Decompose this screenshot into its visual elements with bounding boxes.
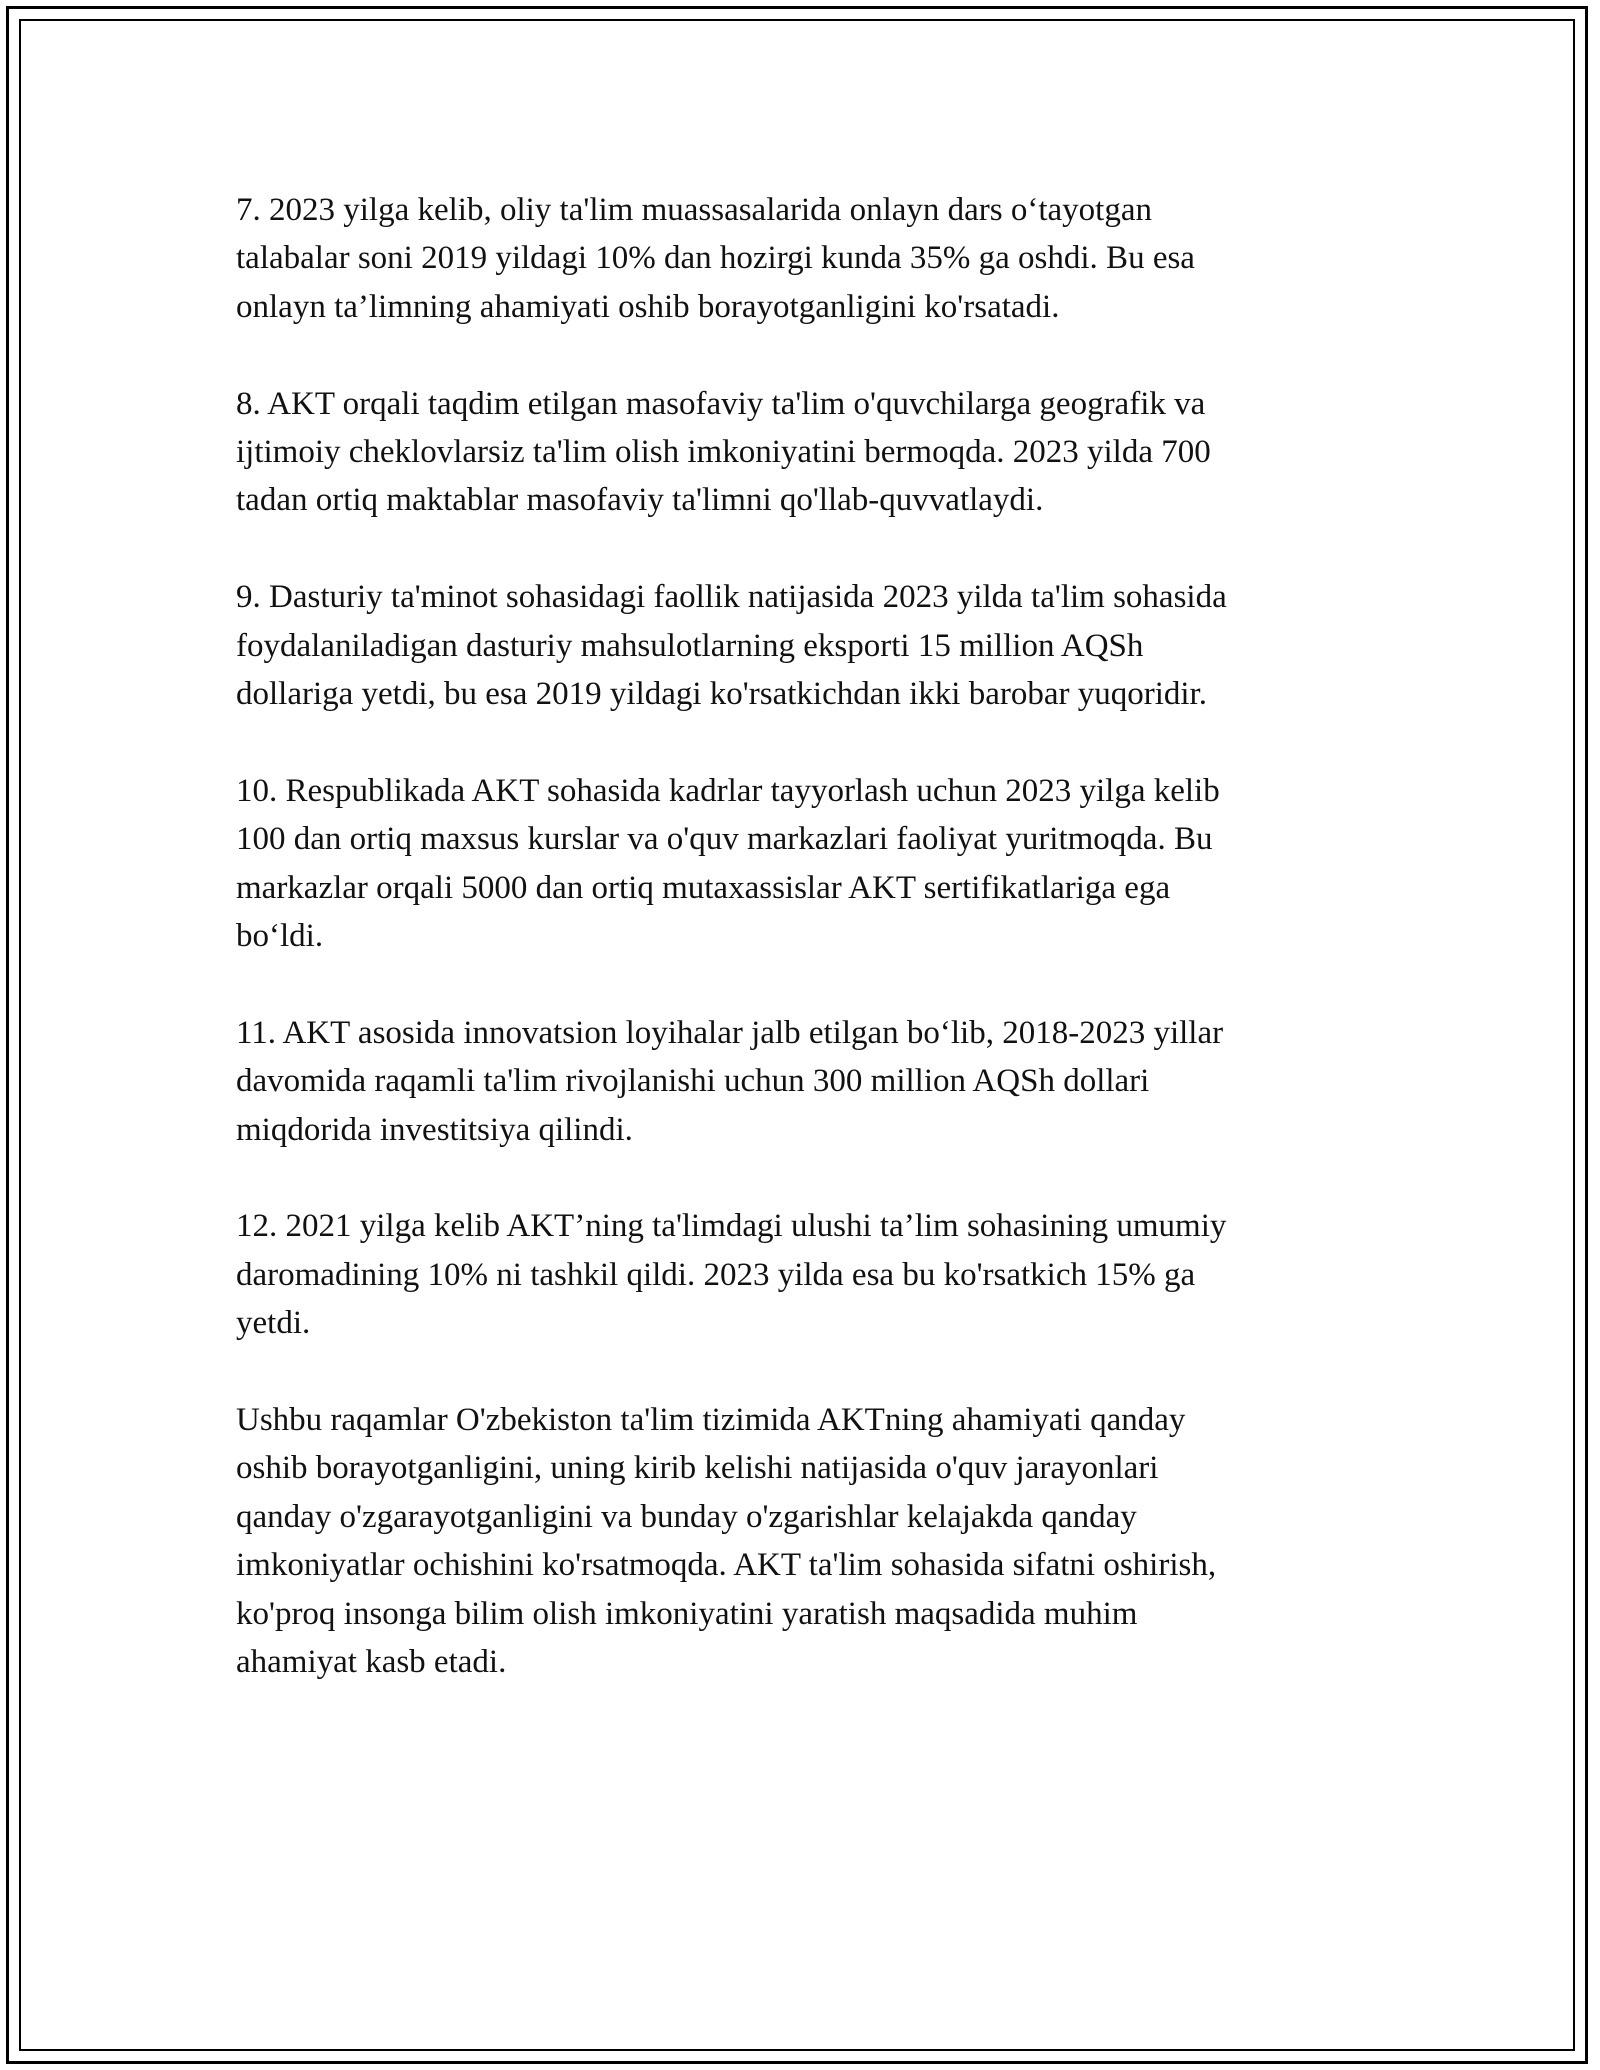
paragraph-item-12: 12. 2021 yilga kelib AKT’ning ta'limdagi ulushi ta’lim sohasining umumiy daromadining 10% ni tashkil qildi. 2023 yilda esa bu ko'rsatkich 15% ga yetdi.: [236, 1208, 1227, 1342]
paragraph-item-11: 11. AKT asosida innovatsion loyihalar jalb etilgan bo‘lib, 2018-2023 yillar davomida raqamli ta'lim rivojlanishi uchun 300 million AQSh dollari miqdorida investitsiya qilindi.: [236, 1014, 1224, 1148]
paragraph-item-9: 9. Dasturiy ta'minot sohasidagi faollik natijasida 2023 yilda ta'lim sohasida foydalaniladigan dasturiy mahsulotlarning eksporti 15 million AQSh dollariga yetdi, bu esa 2019 yildagi ko'rsatkichdan ikki barobar yuqoridir.: [236, 579, 1227, 713]
paragraph-item-8: 8. AKT orqali taqdim etilgan masofaviy ta'lim o'quvchilarga geografik va ijtimoiy cheklovlarsiz ta'lim olish imkoniyatini bermoqda. 2023 yilda 700 tadan ortiq maktablar masofaviy ta'limni qo'llab-quvvatlaydi.: [236, 385, 1211, 519]
paragraph-item-10: 10. Respublikada AKT sohasida kadrlar tayyorlash uchun 2023 yilga kelib 100 dan ortiq maxsus kurslar va o'quv markazlari faoliyat yuritmoqda. Bu markazlar orqali 5000 dan ortiq mutaxassislar AKT sertifikatlariga ega bo‘ldi.: [236, 772, 1220, 955]
conclusion-paragraph: Ushbu raqamlar O'zbekiston ta'lim tizimida AKTning ahamiyati qanday oshib borayotganligini, uning kirib kelishi natijasida o'quv jarayonlari qanday o'zgarayotganligini va bunday o'zgarishlar kelajakda qanday imkoniyatlar ochishini ko'rsatmoqda. AKT ta'lim sohasida sifatni oshirish, ko'proq insonga bilim olish imkoniyatini yaratish maqsadida muhim ahamiyat kasb etadi.: [236, 1402, 1217, 1681]
paragraph-item-7: 7. 2023 yilga kelib, oliy ta'lim muassasalarida onlayn dars o‘tayotgan talabalar soni 2019 yildagi 10% dan hozirgi kunda 35% ga oshdi. Bu esa onlayn ta’limning ahamiyati oshib borayotganligini ko'rsatadi.: [236, 192, 1195, 325]
document-body: [236, 186, 1366, 1735]
